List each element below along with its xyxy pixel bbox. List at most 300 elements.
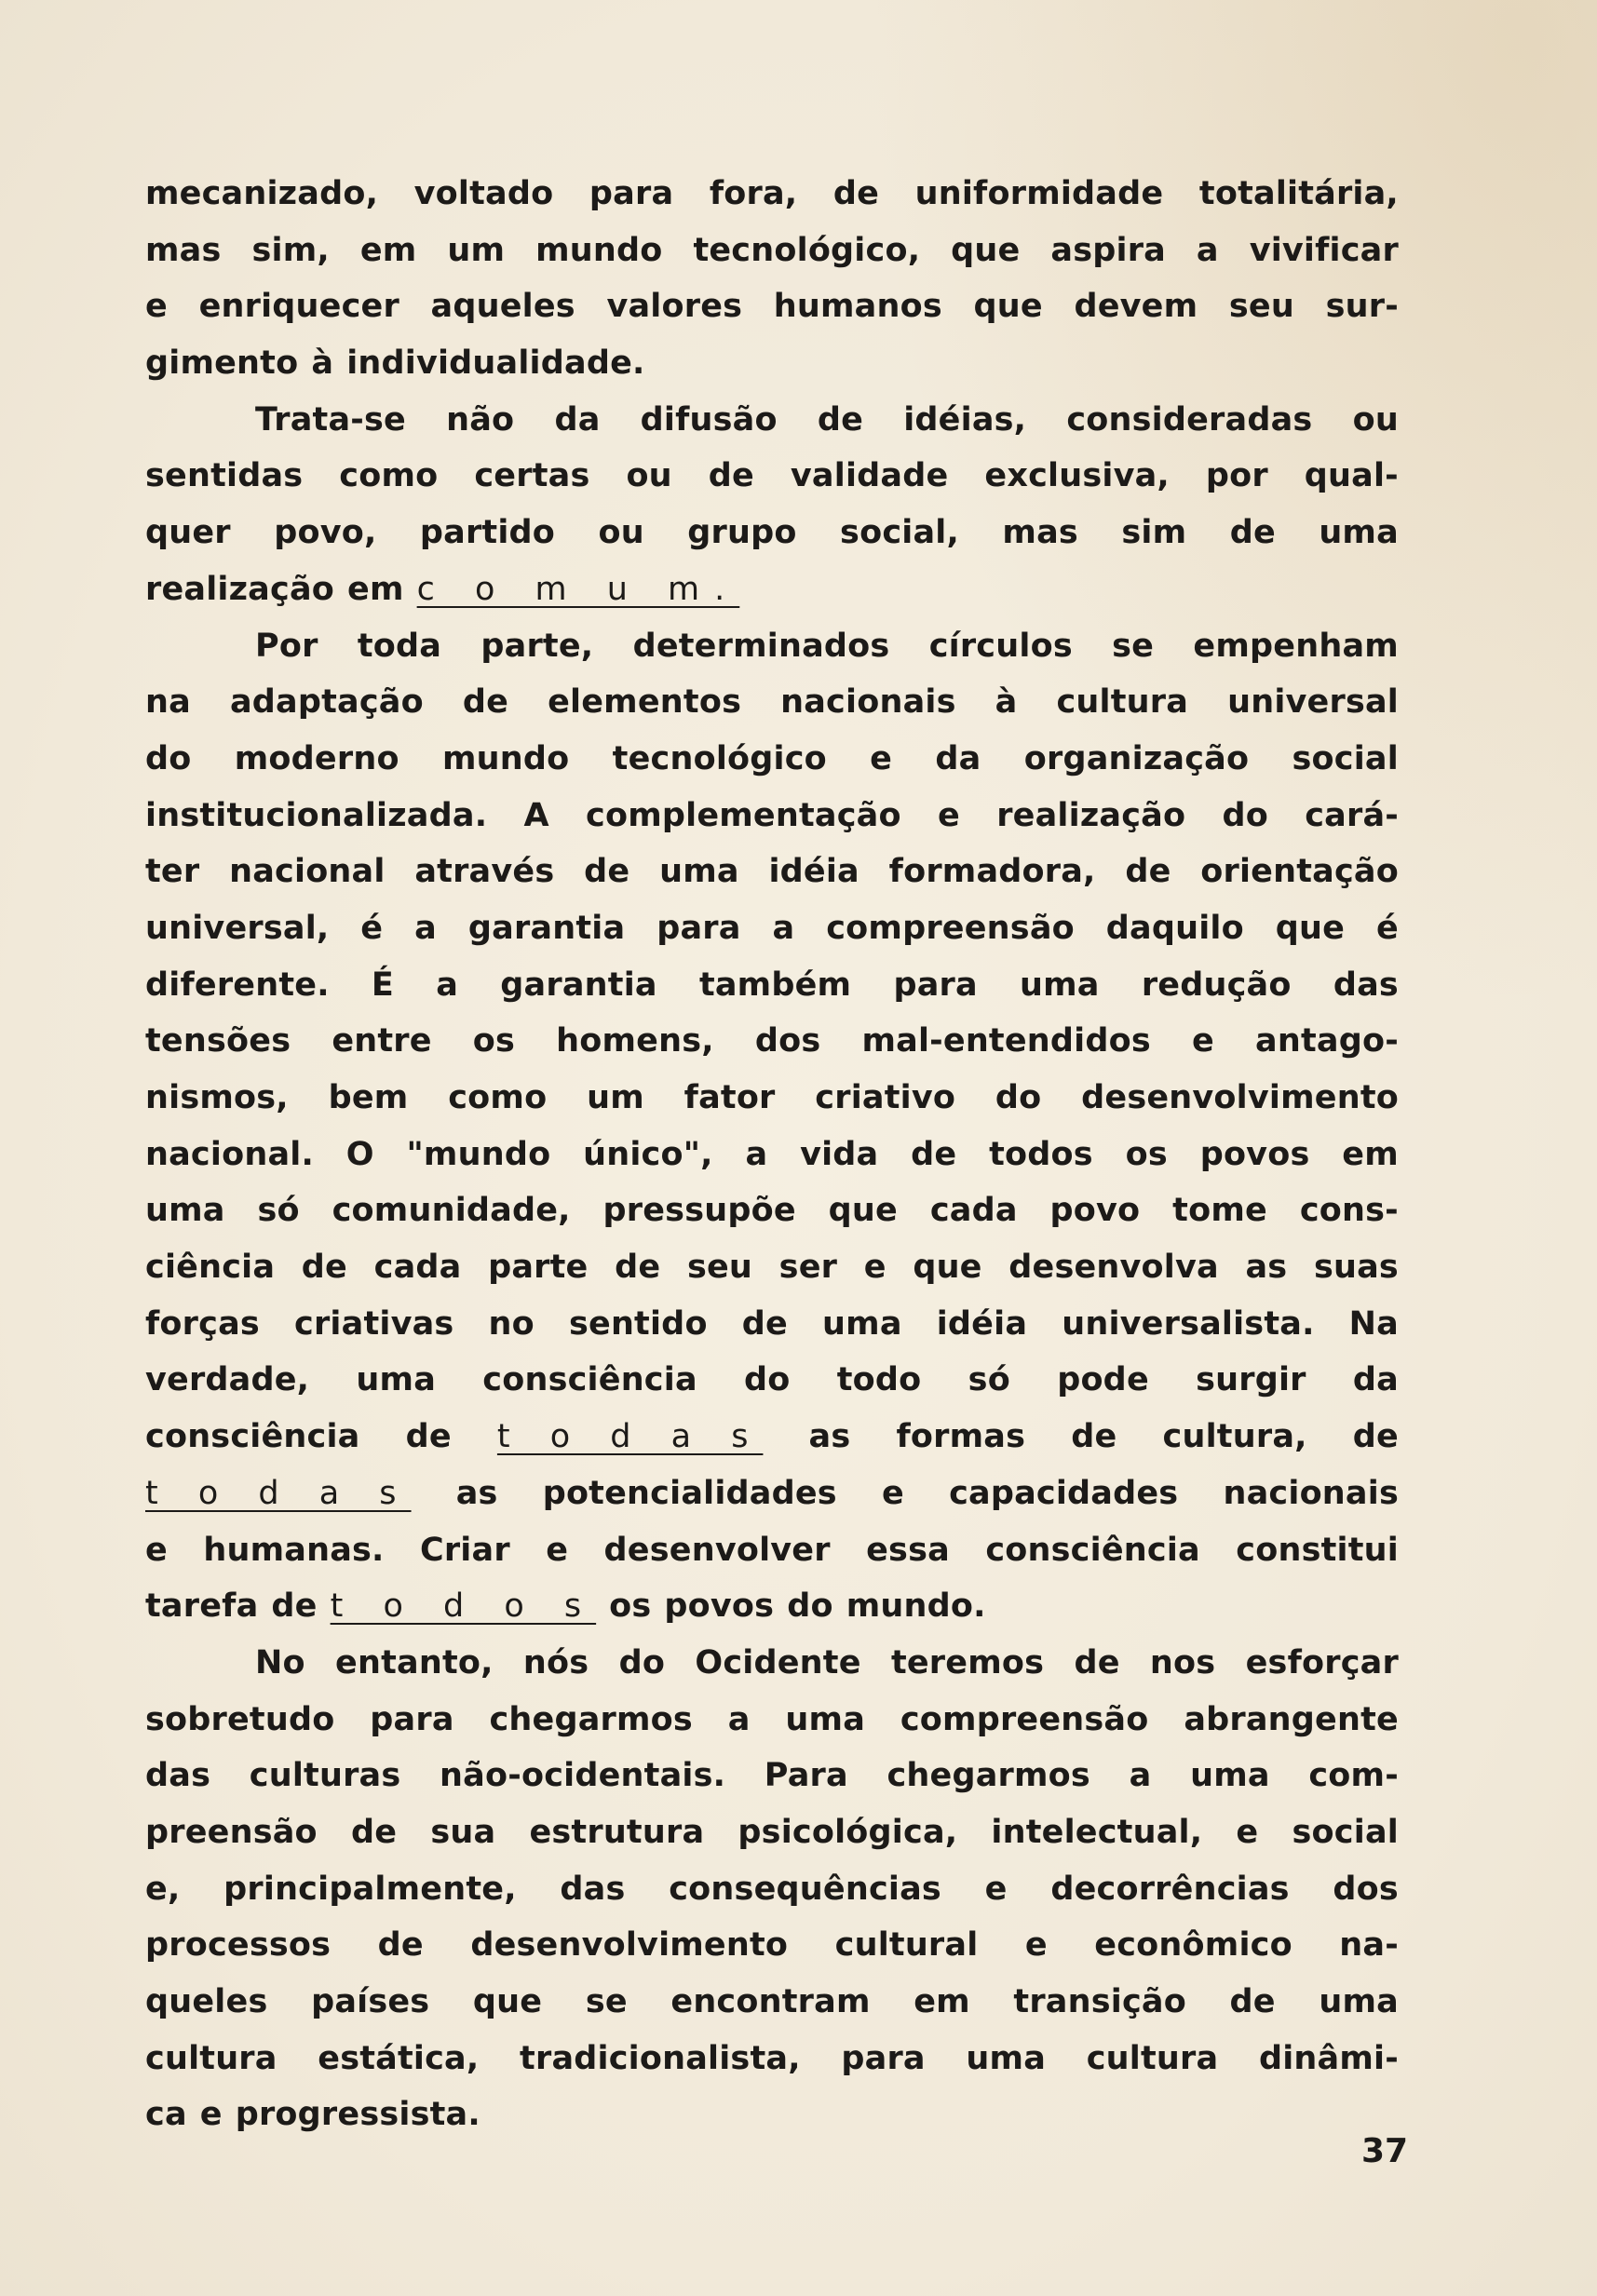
text-line [145,1974,1399,2031]
word: uma [659,853,739,891]
word: progressista. [235,2096,480,2134]
word: de [1074,1643,1120,1681]
word: gimento [145,344,299,383]
text-line [145,1522,1399,1579]
word: a [414,909,437,947]
word: consciência [985,1531,1200,1569]
word: qual- [1304,457,1399,495]
word: da [1352,1361,1399,1399]
page-number: 37 [1361,2132,1409,2170]
word: não-ocidentais. [440,1757,726,1795]
word: encontram [670,1983,871,2020]
word: vivificar [1249,231,1399,269]
text-line [145,618,1399,675]
word: de [1229,1983,1276,2020]
word: todo [836,1361,922,1399]
word: de [1071,1418,1117,1456]
word: "mundo [406,1135,551,1173]
word: empenham [1193,627,1399,665]
word: homens, [556,1022,714,1060]
word: de [405,1418,452,1456]
word: em [914,1983,970,2020]
word: de [301,1249,347,1287]
word: principalmente, [223,1870,517,1908]
word: com- [1308,1757,1399,1795]
text-line [145,223,1399,279]
word: partido [419,514,556,552]
text-line [145,1635,1399,1692]
word: que [951,231,1021,269]
text-line [145,1352,1399,1409]
word: idéias, [903,400,1027,439]
word: intelectual, [991,1813,1203,1851]
text-line [145,505,1399,561]
word: queles [145,1983,268,2020]
word: de [1229,514,1276,552]
word: mal-entendidos [861,1022,1151,1060]
word: fora, [709,175,798,212]
word: a [1129,1757,1152,1795]
word: idéia [768,853,859,891]
word: e, [145,1870,181,1908]
word: social, [840,514,959,552]
word: em [1342,1135,1399,1173]
word: garantia [467,909,626,947]
word: processos [145,1926,332,1965]
word: só [257,1192,300,1230]
word: antago- [1255,1022,1399,1060]
word: das [560,1870,626,1908]
word: validade [790,457,949,495]
word: de [462,683,509,722]
word: países [311,1983,430,2020]
word: de [708,457,754,495]
text-line [145,1409,1399,1465]
word: de [1352,1418,1399,1456]
word: decorrências [1050,1870,1290,1908]
word: uniformidade [914,175,1164,212]
text-line [145,1182,1399,1239]
word: se [585,1983,628,2020]
word: tecnológico [612,739,827,777]
word: cultura [145,2039,277,2077]
word: dos [754,1022,821,1060]
word: é [1376,909,1399,947]
word: na- [1339,1926,1399,1965]
word: que [1275,909,1346,947]
word: de [350,1813,398,1851]
word: tecnológico, [693,231,921,269]
word: sentido [568,1304,708,1343]
word: povo, [274,514,377,552]
word: exclusiva, [984,457,1170,495]
word: consideradas [1066,400,1313,439]
word: humanos [773,288,942,326]
word: complementação [586,796,901,834]
word: uma [1319,1983,1399,2020]
word: desenvolvimento [470,1926,789,1965]
word: entanto, [335,1643,494,1681]
word: sobretudo [145,1700,335,1738]
text-line [145,448,1399,505]
word: e [938,796,960,834]
word: universal [1227,683,1399,722]
word: No [255,1643,305,1681]
word: ca [145,2096,187,2134]
word: bem [328,1079,409,1116]
text-line [145,1861,1399,1918]
word: tensões [145,1022,291,1060]
word: criativo [815,1079,956,1116]
word: mundo [535,231,663,269]
word: tradicionalista, [520,2039,801,2077]
paragraph [145,166,1399,392]
word: mas [1002,514,1078,552]
word: e [984,1870,1008,1908]
word: devem [1074,288,1198,326]
word: nacional [229,853,386,891]
text-line [145,392,1399,449]
word: único", [583,1135,713,1173]
text-line [145,278,1399,335]
word: sim, [251,231,330,269]
word: uma [1020,966,1100,1004]
word: nacional. [145,1135,314,1173]
word: que [973,288,1043,326]
paragraph [145,392,1399,618]
word: que [472,1983,543,2020]
text-line [145,1917,1399,1974]
word: das [1333,966,1399,1004]
body-text [145,166,1399,2143]
word: essa [866,1531,950,1569]
word: não [446,400,515,439]
word: um [447,231,506,269]
word: a [772,909,795,947]
word: cultura, [1162,1418,1307,1456]
word: todos [989,1135,1093,1173]
word: do [744,1361,791,1399]
word: ciência [145,1249,276,1287]
word: de [271,1587,318,1626]
word: desenvolva [1008,1249,1219,1287]
word: uma [966,2039,1047,2077]
word: nismos, [145,1079,289,1116]
word: de [817,400,864,439]
word: teremos [890,1643,1045,1681]
word: culturas [249,1757,401,1795]
word: círculos [928,627,1073,665]
word: e [1024,1926,1048,1965]
word: cultural [834,1926,979,1965]
word: pode [1057,1361,1149,1399]
word: t o d a s [496,1418,764,1456]
word: seu [1228,288,1294,326]
word: do [145,739,192,777]
word: de [741,1304,788,1343]
word: abrangente [1184,1700,1399,1738]
text-line [145,674,1399,731]
word: comunidade, [332,1192,571,1230]
word: nos [1149,1643,1216,1681]
word: os [609,1587,652,1626]
word: ter [145,853,200,891]
word: esforçar [1245,1643,1399,1681]
word: povos [664,1587,775,1626]
word: mundo [441,739,570,777]
word: sim [1121,514,1187,552]
word: uma [785,1700,866,1738]
word: formas [896,1418,1026,1456]
text-line [145,166,1399,223]
word: uma [145,1192,225,1230]
word: no [488,1304,535,1343]
word: através [414,853,555,891]
word: como [448,1079,548,1116]
word: c o m u m. [416,570,740,608]
word: consequências [669,1870,941,1908]
text-line [145,2031,1399,2087]
word: vida [800,1135,879,1173]
word: fator [683,1079,776,1116]
word: de [615,1249,661,1287]
text-line [145,1013,1399,1070]
word: um [587,1079,644,1116]
word: Por [255,627,318,665]
word: se [1112,627,1155,665]
word: surgir [1196,1361,1306,1399]
text-line [145,731,1399,788]
word: tome [1172,1192,1267,1230]
word: na [145,683,191,722]
paragraph [145,1635,1399,2143]
word: uma [356,1361,437,1399]
word: aspira [1050,231,1166,269]
word: só [968,1361,1010,1399]
text-line [145,1239,1399,1296]
word: os [472,1022,516,1060]
word: garantia [500,966,657,1004]
text-line [145,788,1399,844]
word: Ocidente [695,1643,861,1681]
word: uma [1319,514,1399,552]
word: difusão [640,400,778,439]
word: do [1222,796,1268,834]
text-line [145,561,1399,618]
word: nacionais [1223,1474,1399,1512]
word: psicológica, [738,1813,958,1851]
paragraph [145,618,1399,1635]
word: grupo [687,514,797,552]
word: também [698,966,852,1004]
word: institucionalizada. [145,796,488,834]
text-line [145,2087,1399,2143]
word: chegarmos [886,1757,1090,1795]
word: O [345,1135,374,1173]
word: suas [1313,1249,1399,1287]
word: estrutura [529,1813,705,1851]
word: transição [1013,1983,1186,2020]
word: cultura [1056,683,1189,722]
word: organização [1023,739,1250,777]
word: ou [1352,400,1399,439]
word: consciência [145,1418,360,1456]
word: parte [488,1249,589,1287]
word: t o d a s [145,1474,412,1512]
word: sur- [1325,288,1399,326]
word: cons- [1299,1192,1399,1230]
word: social [1292,739,1399,777]
word: pressupõe [602,1192,796,1230]
word: daquilo [1105,909,1244,947]
word: redução [1141,966,1292,1004]
word: humanas. [203,1531,385,1569]
word: formadora, [888,853,1096,891]
word: Na [1348,1304,1399,1343]
word: mecanizado, [145,175,379,212]
word: cada [929,1192,1018,1230]
word: para [656,909,741,947]
text-line [145,335,1399,392]
word: compreensão [826,909,1075,947]
text-line [145,1465,1399,1522]
word: e [863,1249,886,1287]
word: a [745,1135,768,1173]
word: que [828,1192,898,1230]
word: forças [145,1304,260,1343]
word: certas [474,457,590,495]
word: mas [145,231,222,269]
word: entre [332,1022,432,1060]
word: universalista. [1062,1304,1315,1343]
text-line [145,1070,1399,1127]
word: elementos [548,683,742,722]
word: do [787,1587,833,1626]
word: social [1292,1813,1399,1851]
word: chegarmos [489,1700,693,1738]
word: para [893,966,978,1004]
word: dos [1333,1870,1399,1908]
word: para [589,175,674,212]
word: as [1245,1249,1288,1287]
word: sentidas [145,457,304,495]
word: preensão [145,1813,318,1851]
word: a [436,966,459,1004]
word: de [377,1926,424,1965]
word: nacionais [780,683,956,722]
word: totalitária, [1198,175,1399,212]
word: quer [145,514,231,552]
word: estática, [318,2039,480,2077]
word: constitui [1236,1531,1399,1569]
text-line [145,1578,1399,1635]
word: do [618,1643,666,1681]
word: valores [606,288,743,326]
word: ou [626,457,672,495]
word: por [1205,457,1268,495]
word: povos [1199,1135,1310,1173]
text-line [145,900,1399,957]
word: dinâmi- [1258,2039,1399,2077]
word: de [584,853,630,891]
word: e [1191,1022,1214,1060]
word: de [911,1135,957,1173]
word: É [371,966,395,1004]
word: e [1236,1813,1259,1851]
word: toda [357,627,442,665]
word: aqueles [430,288,575,326]
word: seu [686,1249,753,1287]
word: à [311,344,334,383]
word: do [995,1079,1042,1116]
word: orientação [1200,853,1399,891]
word: cada [373,1249,462,1287]
word: desenvolvimento [1081,1079,1399,1116]
word: nós [522,1643,589,1681]
word: cará- [1305,796,1399,834]
word: povo [1049,1192,1141,1230]
text-line [145,1748,1399,1804]
word: e [870,739,893,777]
text-line [145,1804,1399,1861]
word: ser [778,1249,838,1287]
word: t o d o s [330,1587,597,1626]
word: à [995,683,1018,722]
word: da [554,400,601,439]
word: A [523,796,549,834]
word: capacidades [949,1474,1179,1512]
word: criativas [294,1304,454,1343]
word: desenvolver [603,1531,831,1569]
word: verdade, [145,1361,310,1399]
word: e [546,1531,569,1569]
word: é [360,909,384,947]
word: econômico [1094,1926,1292,1965]
word: realização [145,570,335,608]
word: cultura [1086,2039,1219,2077]
word: uma [1190,1757,1270,1795]
text-line [145,957,1399,1014]
word: a [1196,231,1219,269]
word: a [727,1700,751,1738]
text-line [145,1692,1399,1749]
word: uma [822,1304,902,1343]
word: voltado [413,175,554,212]
word: para [370,1700,454,1738]
word: sua [430,1813,496,1851]
word: diferente. [145,966,330,1004]
word: moderno [234,739,399,777]
word: enriquecer [198,288,399,326]
word: universal, [145,909,330,947]
word: idéia [936,1304,1028,1343]
word: as [808,1418,851,1456]
word: de [832,175,880,212]
word: das [145,1757,211,1795]
word: como [339,457,439,495]
text-line [145,1127,1399,1183]
word: adaptação [229,683,424,722]
word: e [881,1474,904,1512]
word: da [935,739,981,777]
text-line [145,1296,1399,1353]
word: e [199,2096,223,2134]
word: realização [996,796,1186,834]
word: determinados [632,627,890,665]
word: compreensão [900,1700,1149,1738]
word: e [145,288,168,326]
word: ou [598,514,644,552]
